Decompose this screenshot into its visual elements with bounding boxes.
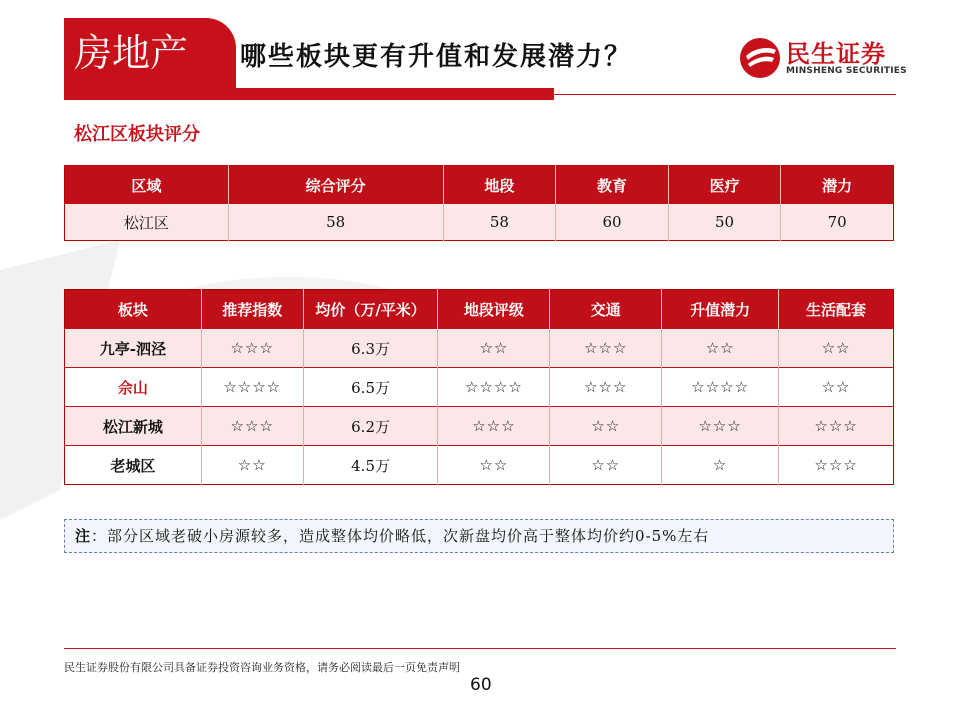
block-table [64, 289, 894, 485]
page-title: 哪些板块更有升值和发展潜力？ [240, 42, 633, 72]
header-cell: 地段 [443, 166, 556, 205]
rating-cell: ☆☆ [438, 329, 550, 368]
rating-cell: ☆☆ [779, 329, 894, 368]
rating-cell: ☆☆ [201, 446, 303, 485]
header-cell: 地段评级 [438, 290, 550, 329]
header-cell: 综合评分 [228, 166, 443, 205]
section-title: 松江区板块评分 [74, 124, 200, 145]
rating-cell: ☆☆ [662, 329, 779, 368]
footer-divider [64, 648, 896, 649]
logo-text-cn: 民生证券 [786, 40, 886, 68]
footer-disclaimer: 民生证券股份有限公司具备证券投资咨询业务资格，请务必阅读最后一页免责声明 [64, 661, 460, 674]
rating-cell: ☆☆ [550, 407, 662, 446]
rating-cell: ☆☆☆ [201, 329, 303, 368]
header-divider [64, 88, 554, 100]
header-cell: 均价（万/平米） [303, 290, 438, 329]
header-divider-thin [554, 94, 896, 95]
header-cell: 医疗 [668, 166, 781, 205]
header-cell: 板块 [65, 290, 202, 329]
header-cell: 区域 [65, 166, 229, 205]
block-name-cell: 九亭-泗泾 [65, 329, 202, 368]
header-cell: 推荐指数 [201, 290, 303, 329]
table-header-row [65, 290, 894, 329]
rating-cell: ☆☆☆☆ [662, 368, 779, 407]
table-cell: 50 [668, 204, 781, 241]
price-cell: 4.5万 [303, 446, 438, 485]
rating-cell: ☆☆☆ [550, 368, 662, 407]
rating-cell: ☆☆☆ [201, 407, 303, 446]
table-cell: 60 [556, 204, 669, 241]
price-cell: 6.3万 [303, 329, 438, 368]
rating-cell: ☆☆☆ [779, 407, 894, 446]
rating-cell: ☆☆☆ [550, 329, 662, 368]
table-row [65, 446, 894, 485]
table-cell: 松江区 [65, 204, 229, 241]
table-header-row [65, 166, 894, 205]
section-tag: 房地产 [64, 18, 236, 88]
note-box [64, 519, 894, 553]
price-cell: 6.2万 [303, 407, 438, 446]
header-cell: 生活配套 [779, 290, 894, 329]
rating-cell: ☆☆☆☆ [438, 368, 550, 407]
table-row [65, 204, 894, 241]
note-text: ：部分区域老破小房源较多，造成整体均价略低，次新盘均价高于整体均价约0-5%左右 [91, 527, 710, 545]
logo-text-en: MINSHENG SECURITIES [786, 66, 907, 76]
header-cell: 教育 [556, 166, 669, 205]
block-name-cell: 老城区 [65, 446, 202, 485]
company-logo [738, 36, 907, 80]
rating-cell: ☆ [662, 446, 779, 485]
table-row [65, 329, 894, 368]
header-cell: 潜力 [781, 166, 894, 205]
header-cell: 交通 [550, 290, 662, 329]
block-name-cell: 松江新城 [65, 407, 202, 446]
table-cell: 58 [443, 204, 556, 241]
note-label: 注 [75, 527, 92, 545]
table-row [65, 407, 894, 446]
header-cell: 升值潜力 [662, 290, 779, 329]
table-row [65, 368, 894, 407]
rating-cell: ☆☆☆ [438, 407, 550, 446]
rating-cell: ☆☆ [438, 446, 550, 485]
rating-cell: ☆☆☆ [779, 446, 894, 485]
table-cell: 58 [228, 204, 443, 241]
minsheng-logo-icon [738, 36, 782, 80]
score-table [64, 165, 894, 241]
rating-cell: ☆☆ [779, 368, 894, 407]
table-cell: 70 [781, 204, 894, 241]
price-cell: 6.5万 [303, 368, 438, 407]
block-name-cell: 佘山 [65, 368, 202, 407]
rating-cell: ☆☆☆☆ [201, 368, 303, 407]
page-number: 60 [470, 675, 492, 695]
rating-cell: ☆☆ [550, 446, 662, 485]
rating-cell: ☆☆☆ [662, 407, 779, 446]
